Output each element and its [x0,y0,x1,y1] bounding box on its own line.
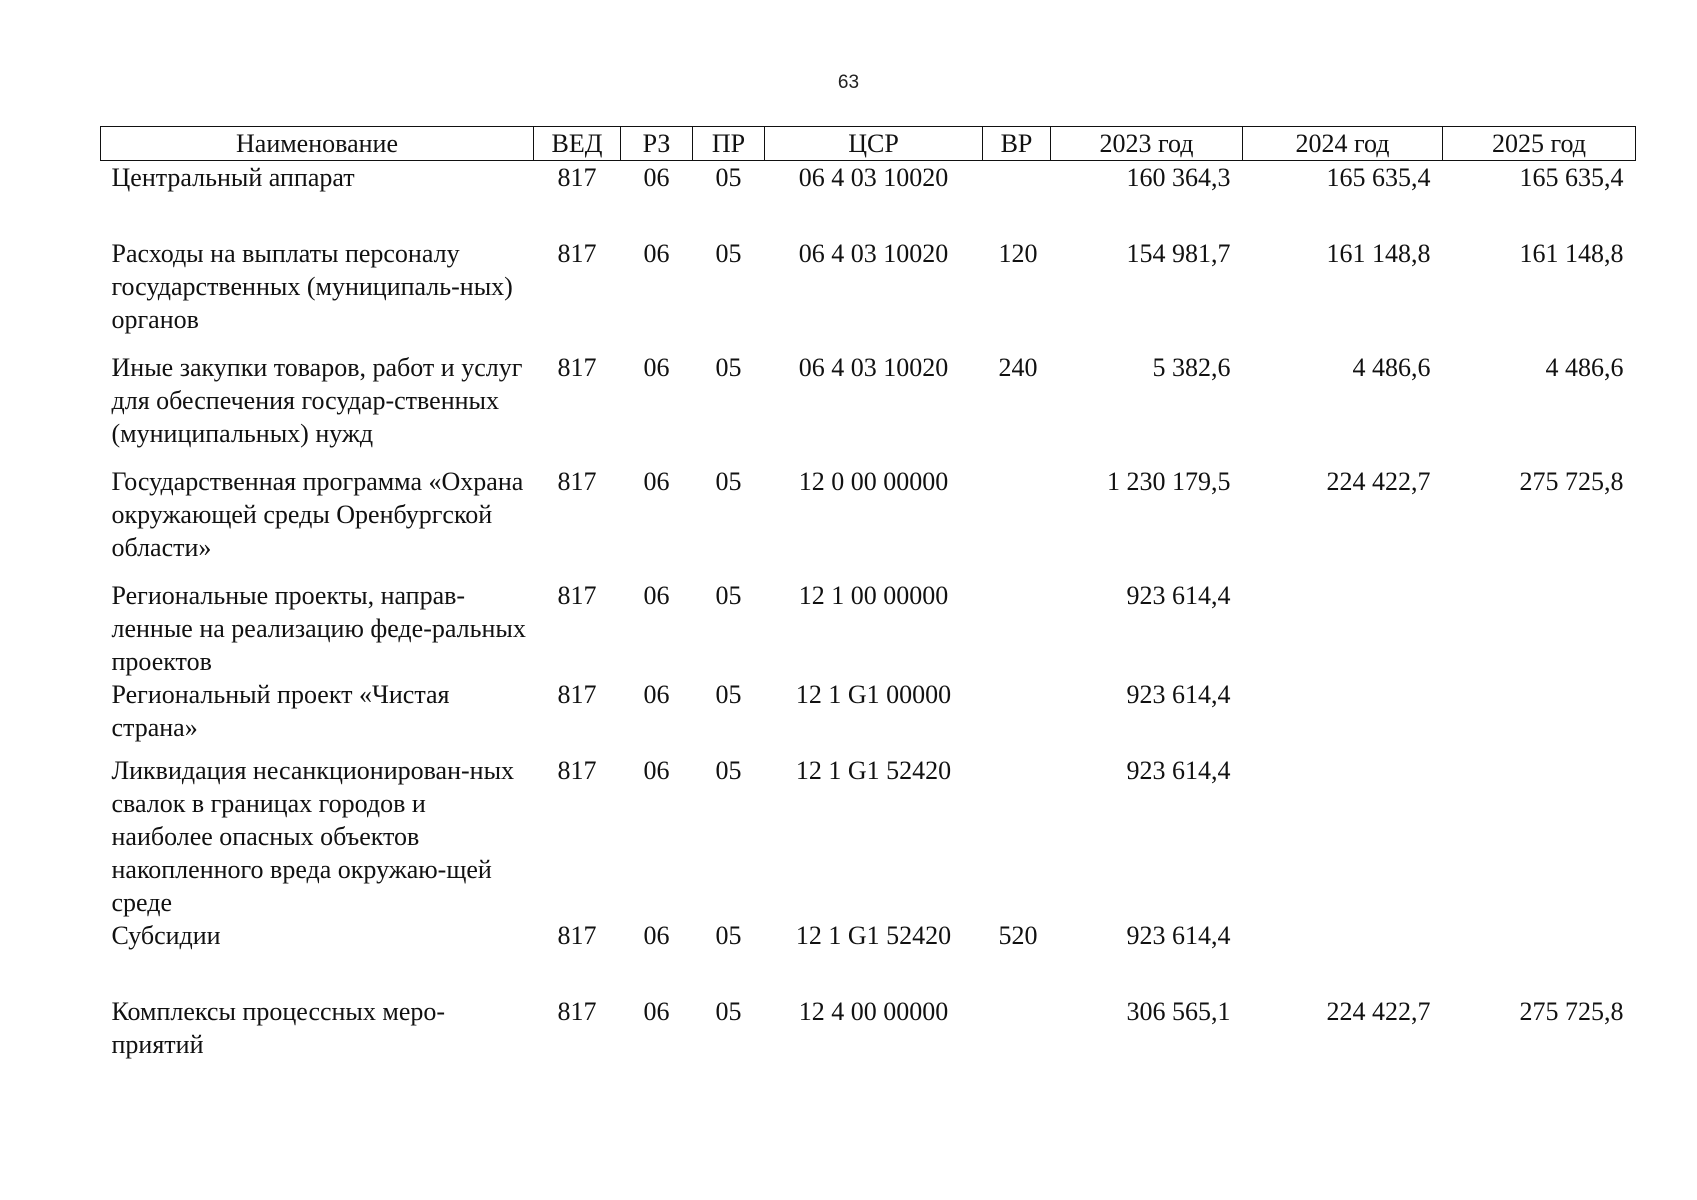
row-2024 [1243,678,1443,754]
row-rz: 06 [643,996,670,1026]
row-pr: 05 [715,238,742,268]
row-2025 [1443,919,1636,995]
row-2024: 224 422,7 [1326,466,1431,496]
header-name: Наименование [101,127,534,161]
table-body [101,161,1636,1071]
row-ved: 817 [557,755,597,785]
row-vr [983,579,1051,678]
table-row [101,351,1636,465]
row-2025 [1443,678,1636,754]
row-csr: 06 4 03 10020 [798,163,949,192]
page-number: 63 [837,72,860,93]
row-pr: 05 [715,920,742,950]
table-row [101,579,1636,678]
row-pr: 05 [715,679,742,709]
row-ved: 817 [557,920,597,950]
header-rz: РЗ [621,127,693,161]
table-header [101,127,1636,161]
row-pr: 05 [715,163,742,192]
row-csr: 12 1 00 00000 [798,580,949,610]
row-vr: 520 [998,920,1038,950]
row-2023: 923 614,4 [1126,755,1231,785]
table-row [101,995,1636,1071]
table-row [101,919,1636,995]
header-ved: ВЕД [534,127,621,161]
row-name: Региональный проект «Чистая страна» [111,679,450,742]
row-pr: 05 [715,352,742,382]
header-pr: ПР [693,127,765,161]
row-ved: 817 [557,163,597,192]
table-row [101,678,1636,754]
row-vr [983,161,1051,237]
row-2025: 165 635,4 [1519,163,1624,192]
row-2025: 161 148,8 [1519,238,1624,268]
row-name: Расходы на выплаты персоналу государственных (муниципаль-ных) органов [111,238,513,334]
row-csr: 12 1 G1 00000 [795,679,952,709]
row-rz: 06 [643,580,670,610]
row-vr [983,995,1051,1071]
row-csr: 06 4 03 10020 [798,238,949,268]
row-rz: 06 [643,352,670,382]
row-name: Региональные проекты, направ-ленные на реализацию феде-ральных проектов [111,580,526,676]
row-2024: 161 148,8 [1326,238,1431,268]
row-rz: 06 [643,238,670,268]
row-2025: 4 486,6 [1545,352,1624,382]
row-name: Центральный аппарат [111,163,355,192]
row-vr: 120 [998,238,1038,268]
row-2025: 275 725,8 [1519,466,1624,496]
row-pr: 05 [715,466,742,496]
row-2024 [1243,919,1443,995]
row-vr [983,465,1051,579]
row-2023: 923 614,4 [1126,920,1231,950]
header-csr: ЦСР [765,127,983,161]
row-csr: 12 1 G1 52420 [795,755,952,785]
row-ved: 817 [557,996,597,1026]
table-row [101,161,1636,237]
row-pr: 05 [715,755,742,785]
header-2024: 2024 год [1243,127,1443,161]
row-pr: 05 [715,580,742,610]
table-row [101,465,1636,579]
row-name: Государственная программа «Охрана окружающей среды Оренбургской области» [111,466,524,562]
table-row [101,754,1636,919]
row-rz: 06 [643,920,670,950]
header-2023: 2023 год [1051,127,1243,161]
row-csr: 12 4 00 00000 [798,996,949,1026]
row-csr: 06 4 03 10020 [798,352,949,382]
row-csr: 12 0 00 00000 [798,466,949,496]
row-name: Комплексы процессных меро-приятий [111,996,446,1059]
row-2023: 1 230 179,5 [1107,466,1231,496]
row-rz: 06 [643,755,670,785]
row-2024: 165 635,4 [1326,163,1431,192]
row-2024 [1243,579,1443,678]
row-rz: 06 [643,679,670,709]
header-vr: ВР [983,127,1051,161]
row-name: Иные закупки товаров, работ и услуг для обеспечения государ-ственных (муниципальных) нужд [111,352,523,448]
row-csr: 12 1 G1 52420 [795,920,952,950]
row-name: Ликвидация несанкционирован-ных свалок в границах городов и наиболее опасных объектов накопленного вреда окружаю-щей среде [111,755,515,917]
row-2025 [1443,579,1636,678]
row-vr [983,678,1051,754]
row-2024 [1243,754,1443,919]
row-vr: 240 [998,352,1038,382]
row-ved: 817 [557,238,597,268]
row-pr: 05 [715,996,742,1026]
row-rz: 06 [643,466,670,496]
budget-table [100,126,1636,1071]
row-2025: 275 725,8 [1519,996,1624,1026]
header-2025: 2025 год [1443,127,1636,161]
row-2023: 160 364,3 [1126,163,1231,192]
row-ved: 817 [557,679,597,709]
row-2024: 4 486,6 [1352,352,1431,382]
row-rz: 06 [643,163,670,192]
table-row [101,237,1636,351]
row-2023: 154 981,7 [1126,238,1231,268]
row-2023: 923 614,4 [1126,580,1231,610]
row-name: Субсидии [111,920,221,950]
row-2025 [1443,754,1636,919]
row-2023: 5 382,6 [1152,352,1231,382]
row-ved: 817 [557,466,597,496]
row-vr [983,754,1051,919]
row-2023: 306 565,1 [1126,996,1231,1026]
row-ved: 817 [557,352,597,382]
row-2023: 923 614,4 [1126,679,1231,709]
row-ved: 817 [557,580,597,610]
row-2024: 224 422,7 [1326,996,1431,1026]
